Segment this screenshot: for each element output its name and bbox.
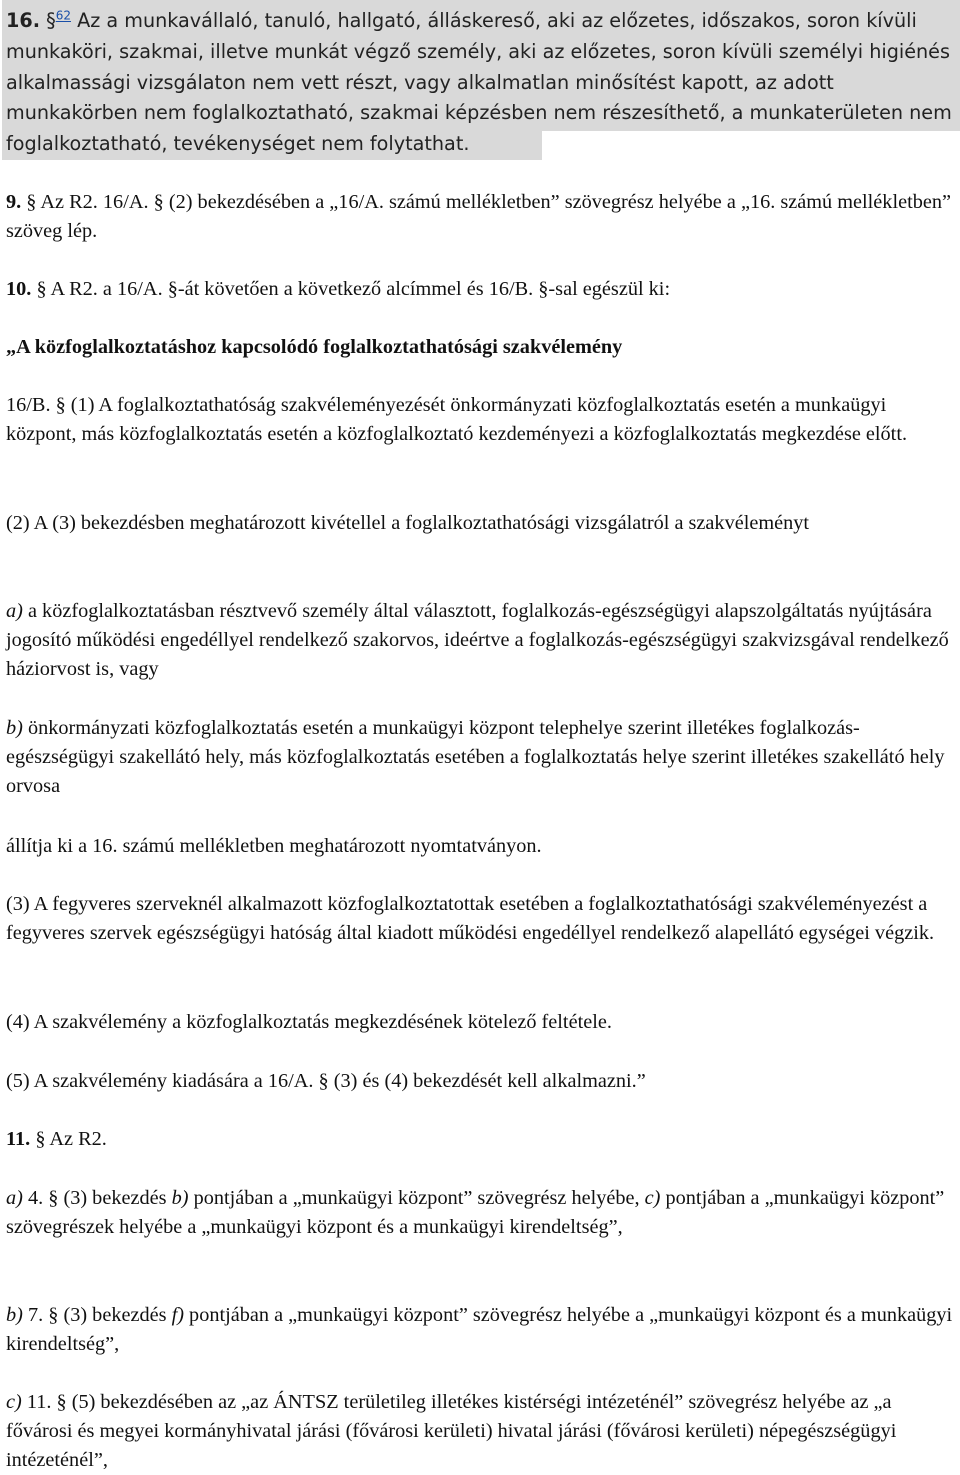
paragraph-a xyxy=(6,597,956,684)
section-sign: § xyxy=(46,9,56,32)
para-text: § Az R2. xyxy=(35,1128,107,1150)
item-text: a közfoglalkoztatásban résztvevő személy által választott, foglalkozás-egészségügyi alapszolgáltatás nyújtására jogosító működési engedéllyel rendelkező szakorvos, ideértve a foglalkozás-egészségügyi szakvizsgával rendelkező háziorvost is, vagy xyxy=(6,600,949,681)
section-16-paragraph xyxy=(6,6,958,160)
paragraph-5: (5) A szakvélemény kiadására a 16/A. § (3) és (4) bekezdését kell alkalmazni.” xyxy=(6,1070,646,1092)
heading-text: „A közfoglalkoztatáshoz kapcsolódó foglalkoztathatósági szakvélemény xyxy=(6,336,623,358)
paragraph-11b: b) 7. § (3) bekezdés f) pontjában a „munkaügyi központ” szövegrész helyébe a „munkaügyi központ és a munkaügyi kirendeltség”, xyxy=(6,1304,953,1356)
paragraph-9 xyxy=(6,188,956,246)
para-number: 10. xyxy=(6,278,32,300)
paragraph-b xyxy=(6,714,956,801)
para-text: § A R2. a 16/A. §-át követően a következő alcímmel és 16/B. §-sal egészül ki: xyxy=(36,278,671,300)
section-number: 16. xyxy=(6,9,40,32)
footnote-link[interactable]: 62 xyxy=(55,8,71,23)
paragraph-16b-1: 16/B. § (1) A foglalkoztathatóság szakvéleményezését önkormányzati közfoglalkoztatás esetén a munkaügyi központ, más közfoglalkoztatás esetén a közfoglalkoztató kezdeményezi a közfoglalkoztatás megkezdése előtt. xyxy=(6,394,908,446)
section-16-text: Az a munkavállaló, tanuló, hallgató, álláskereső, aki az előzetes, időszakos, soron kívüli munkaköri, szakmai, illetve munkát végző személy, aki az előzetes, soron kívüli személyi higiénés alkalmassági vizsgálaton nem vett részt, vagy alkalmatlan minősítést kapott, az adott munkakörben nem foglalkoztatható, szakmai képzésben nem részesíthető, a munkaterületen nem foglalkoztatható, tevékenységet nem folytathat. xyxy=(6,9,952,156)
paragraph-4: (4) A szakvélemény a közfoglalkoztatás megkezdésének kötelező feltétele. xyxy=(6,1011,612,1033)
para-text: § Az R2. 16/A. § (2) bekezdésében a „16/A. számú mellékletben” szövegrész helyébe a „16. számú mellékletben” szöveg lép. xyxy=(6,191,951,243)
para-number: 11. xyxy=(6,1128,31,1150)
item-label: a) xyxy=(6,600,23,622)
para-number: 9. xyxy=(6,191,22,213)
paragraph-10 xyxy=(6,275,956,304)
item-label: b) xyxy=(6,717,23,739)
paragraph-allitja: állítja ki a 16. számú mellékletben meghatározott nyomtatványon. xyxy=(6,835,542,857)
paragraph-11c: c) 11. § (5) bekezdésében az „az ÁNTSZ területileg illetékes kistérségi intézeténél” szövegrész helyébe az „a fővárosi és megyei kormányhivatal járási (fővárosi kerületi) hivatal járási (fővárosi kerületi) népegészségügyi intézeténél”, xyxy=(6,1391,897,1472)
paragraph-2: (2) A (3) bekezdésben meghatározott kivétellel a foglalkoztathatósági vizsgálatról a szakvéleményt xyxy=(6,512,810,534)
paragraph-11 xyxy=(6,1125,956,1154)
item-text: önkormányzati közfoglalkoztatás esetén a munkaügyi központ telephelye szerint illetékes foglalkozás-egészségügyi szakellátó hely, más közfoglalkoztatás esetében a foglalkoztatás helye szerint illetékes szakellátó hely orvosa xyxy=(6,717,945,798)
paragraph-3: (3) A fegyveres szerveknél alkalmazott közfoglalkoztatottak esetében a foglalkoztathatósági szakvéleményezést a fegyveres szervek egészségügyi hatóság által kiadott működési engedéllyel rendelkező alapellátó egységei végzik. xyxy=(6,893,935,945)
subtitle-heading xyxy=(6,333,956,362)
paragraph-11a: a) 4. § (3) bekezdés b) pontjában a „munkaügyi központ” szövegrész helyébe, c) pontjában a „munkaügyi központ” szövegrészek helyébe a „munkaügyi központ és a munkaügyi kirendeltség”, xyxy=(6,1187,945,1239)
